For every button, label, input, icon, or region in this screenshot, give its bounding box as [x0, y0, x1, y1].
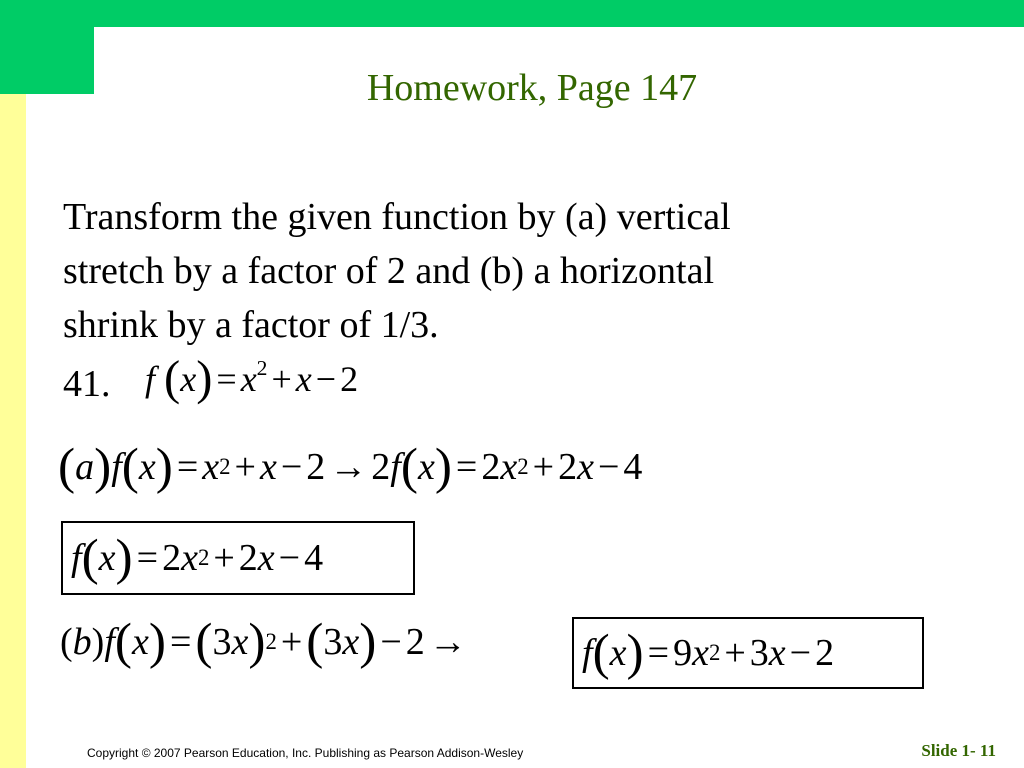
part-b-answer-box: f ( x ) = 9 x 2 + 3 x − 2 — [572, 617, 924, 689]
instruction-line: stretch by a factor of 2 and (b) a horizontal — [63, 250, 715, 292]
problem-instructions — [63, 190, 933, 352]
given-function-equation: f $(x) = x^2 + x - 2$ — [145, 350, 359, 405]
part-a-answer-box: f ( x ) = 2 x 2 + 2 x − 4 — [61, 521, 415, 595]
part-b-derivation: ( b ) f ( x ) = ( 3 x ) 2 + ( 3 x ) − 2 → — [60, 613, 467, 671]
slide-title: Homework, Page 147 — [366, 67, 698, 109]
instruction-line: Transform the given function by (a) vertical — [63, 196, 731, 238]
problem-number: 41. — [63, 363, 111, 405]
part-a-derivation: ( a ) f ( x ) = x 2 + x − 2 → 2 f ( x ) = 2 x 2 + 2 x − 4 — [58, 438, 643, 496]
instruction-line: shrink by a factor of 1/3. — [63, 304, 439, 346]
slide-number: Slide 1- 11 — [921, 741, 996, 760]
top-accent-bar — [0, 0, 1024, 27]
side-accent-bar — [0, 0, 26, 768]
copyright-footer: Copyright © 2007 Pearson Education, Inc. Publishing as Pearson Addison-Wesley — [87, 746, 524, 760]
